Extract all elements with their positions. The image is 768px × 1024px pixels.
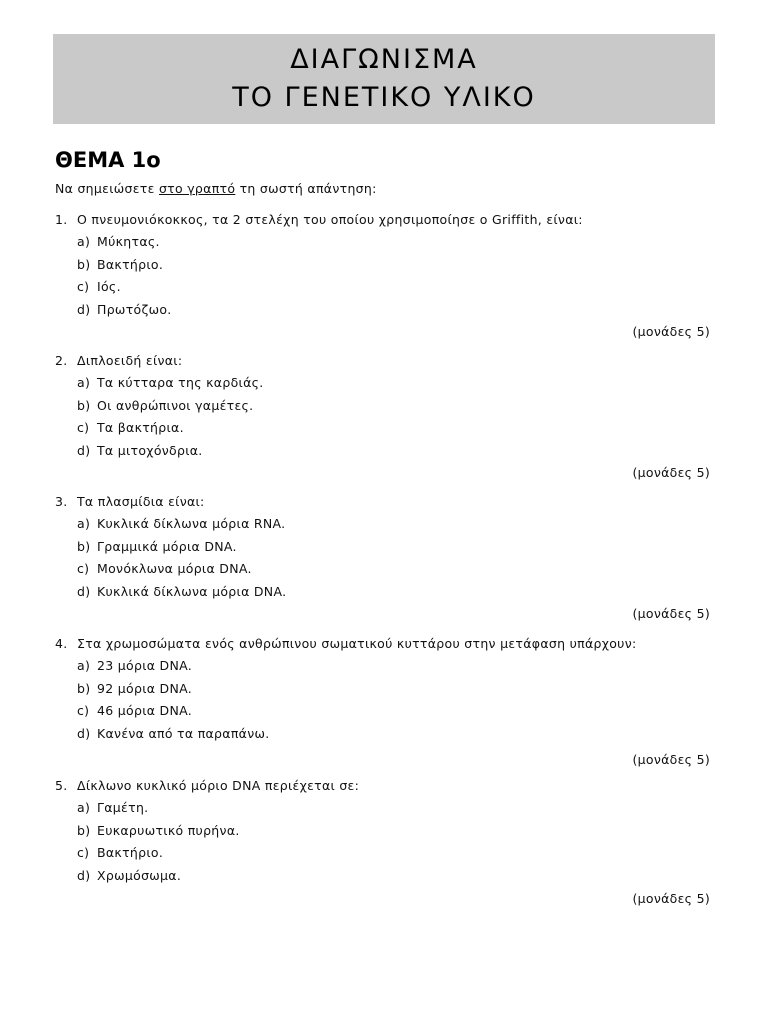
points-label: (μονάδες 5): [632, 606, 710, 621]
question-3: [55, 491, 712, 625]
option-text: Γραμμικά μόρια DNA.: [97, 538, 237, 554]
option-b: [55, 395, 712, 418]
option-text: Τα βακτήρια.: [97, 420, 184, 435]
option-letter: c): [77, 845, 90, 860]
option-text: 23 μόρια DNA.: [97, 658, 193, 673]
instruction-before: Να σημειώσετε: [55, 181, 159, 196]
option-letter: a): [77, 516, 91, 531]
option-text: Μονόκλωνα μόρια DNA.: [97, 561, 252, 576]
option-letter: b): [77, 680, 91, 696]
instruction-text: [55, 181, 377, 196]
question-stem: [55, 209, 712, 231]
option-d: [55, 723, 712, 746]
question-5: [55, 775, 712, 910]
option-letter: b): [77, 256, 91, 272]
option-text: Κυκλικά δίκλωνα μόρια DNA.: [97, 583, 287, 599]
question-number: 3.: [55, 494, 68, 509]
option-letter: b): [77, 538, 91, 554]
option-letter: a): [77, 800, 91, 815]
option-c: [55, 417, 712, 440]
question-stem: [55, 775, 712, 797]
option-text: Κυκλικά δίκλωνα μόρια RNA.: [97, 516, 286, 531]
option-text: Μύκητας.: [97, 234, 160, 249]
option-letter: c): [77, 420, 90, 435]
question-stem: [55, 491, 712, 513]
question-number: 2.: [55, 353, 68, 368]
option-text: Τα μιτοχόνδρια.: [97, 442, 203, 458]
option-letter: b): [77, 822, 91, 838]
points-label: (μονάδες 5): [632, 891, 710, 906]
option-letter: d): [77, 442, 91, 458]
question-text: Ο πνευμονιόκοκκος, τα 2 στελέχη του οποίου χρησιμοποίησε ο Griffith, είναι:: [77, 212, 583, 227]
option-letter: c): [77, 561, 90, 576]
title-line-1: ΔΙΑΓΩΝΙΣΜΑ: [290, 44, 478, 75]
title-line-2: ΤΟ ΓΕΝΕΤΙΚΟ ΥΛΙΚΟ: [232, 82, 536, 113]
option-letter: d): [77, 301, 91, 317]
option-text: Ιός.: [97, 279, 121, 294]
instruction-after: τη σωστή απάντηση:: [235, 181, 377, 196]
option-letter: c): [77, 279, 90, 294]
option-d: [55, 440, 712, 463]
option-letter: a): [77, 658, 91, 673]
option-text: Βακτήριο.: [97, 845, 164, 860]
question-text: Διπλοειδή είναι:: [77, 353, 183, 368]
instruction-underlined: στο γραπτό: [158, 181, 236, 196]
question-text: Δίκλωνο κυκλικό μόριο DNA περιέχεται σε:: [77, 778, 360, 793]
option-b: [55, 820, 712, 843]
title-banner: [53, 34, 715, 124]
points-label: (μονάδες 5): [632, 752, 710, 767]
points-label: (μονάδες 5): [632, 465, 710, 480]
question-stem: [55, 633, 712, 655]
option-d: [55, 865, 712, 888]
question-text: Τα πλασμίδια είναι:: [77, 494, 205, 509]
option-letter: d): [77, 725, 91, 741]
option-letter: a): [77, 375, 91, 390]
option-b: [55, 254, 712, 277]
option-c: [55, 558, 712, 581]
option-c: [55, 276, 712, 299]
option-letter: a): [77, 234, 91, 249]
section-heading: ΘΕΜΑ 1ο: [55, 148, 161, 172]
question-1: [55, 209, 712, 343]
question-2: [55, 350, 712, 484]
option-letter: d): [77, 867, 91, 883]
option-b: [55, 678, 712, 701]
option-d: [55, 581, 712, 604]
option-text: Ευκαρυωτικό πυρήνα.: [97, 822, 240, 838]
option-a: [55, 372, 712, 395]
option-a: [55, 231, 712, 254]
option-b: [55, 536, 712, 559]
question-text: Στα χρωμοσώματα ενός ανθρώπινου σωματικού κυττάρου στην μετάφαση υπάρχουν:: [77, 636, 637, 651]
option-letter: d): [77, 583, 91, 599]
option-text: 92 μόρια DNA.: [97, 680, 193, 696]
question-number: 4.: [55, 636, 68, 651]
option-text: Χρωμόσωμα.: [97, 867, 182, 883]
option-letter: c): [77, 703, 90, 718]
option-a: [55, 797, 712, 820]
option-a: [55, 513, 712, 536]
question-number: 5.: [55, 778, 68, 793]
option-text: Κανένα από τα παραπάνω.: [97, 725, 270, 741]
points-label: (μονάδες 5): [632, 324, 710, 339]
option-a: [55, 655, 712, 678]
question-4: [55, 633, 712, 771]
option-text: Γαμέτη.: [97, 800, 149, 815]
option-text: Οι ανθρώπινοι γαμέτες.: [97, 397, 254, 413]
option-d: [55, 299, 712, 322]
option-letter: b): [77, 397, 91, 413]
question-number: 1.: [55, 212, 68, 227]
option-c: [55, 700, 712, 723]
option-c: [55, 842, 712, 865]
option-text: Βακτήριο.: [97, 256, 164, 272]
option-text: Τα κύτταρα της καρδιάς.: [97, 375, 264, 390]
option-text: 46 μόρια DNA.: [97, 703, 193, 718]
option-text: Πρωτόζωο.: [97, 301, 172, 317]
question-stem: [55, 350, 712, 372]
